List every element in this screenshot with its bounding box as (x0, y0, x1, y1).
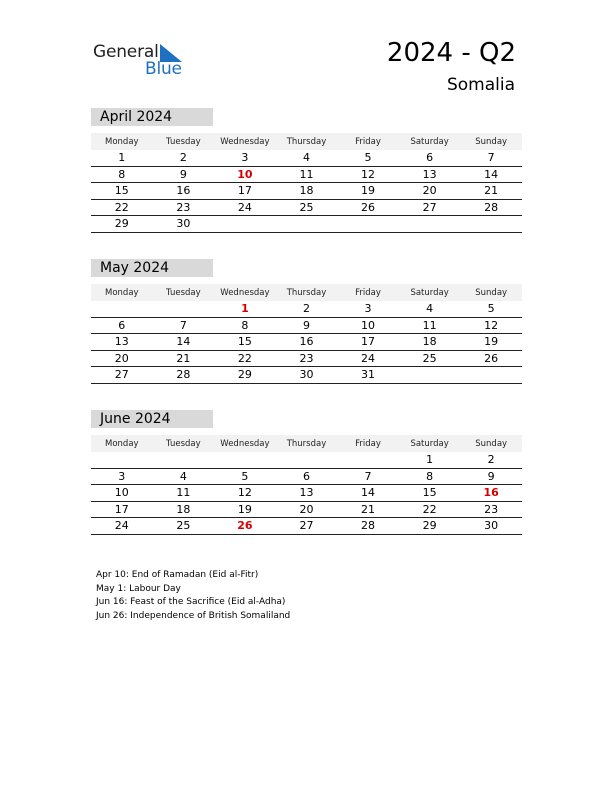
page-title: 2024 - Q2 (386, 38, 516, 68)
day-cell: 13 (422, 167, 437, 181)
day-cell: 24 (114, 519, 129, 533)
day-cell: 18 (299, 184, 314, 198)
weekday-header: Monday (105, 287, 139, 298)
holiday-day-cell: 1 (241, 302, 249, 316)
day-cell: 7 (364, 469, 372, 483)
day-cell: 26 (484, 351, 499, 365)
day-cell: 12 (484, 318, 499, 332)
day-cell: 16 (176, 184, 191, 198)
day-cell: 24 (237, 200, 252, 214)
holiday-day-cell: 10 (237, 167, 253, 181)
day-cell: 20 (299, 502, 314, 516)
week-row (91, 485, 522, 502)
day-cell: 12 (237, 486, 252, 500)
day-cell: 20 (114, 351, 129, 365)
day-cell: 24 (361, 351, 376, 365)
week-row (91, 150, 522, 167)
day-cell: 23 (484, 502, 499, 516)
day-cell: 18 (176, 502, 191, 516)
day-cell: 21 (361, 502, 376, 516)
day-cell: 25 (176, 519, 191, 533)
day-cell: 15 (237, 335, 252, 349)
month-april (91, 108, 522, 233)
day-cell: 19 (237, 502, 252, 516)
day-cell: 22 (114, 200, 129, 214)
calendar-grid (91, 133, 522, 233)
month-june (91, 410, 522, 535)
day-cell: 6 (118, 318, 126, 332)
day-cell: 30 (484, 519, 499, 533)
holiday-note: Jun 26: Independence of British Somaliland (96, 611, 291, 622)
day-cell: 5 (241, 469, 249, 483)
weekday-header: Wednesday (220, 287, 270, 298)
day-cell: 31 (361, 368, 376, 382)
day-cell: 22 (237, 351, 252, 365)
week-row (91, 351, 522, 368)
calendar-grid (91, 284, 522, 384)
day-cell: 2 (302, 302, 310, 316)
day-cell: 5 (364, 151, 372, 165)
day-cell: 1 (426, 453, 434, 467)
week-row (91, 502, 522, 519)
day-cell: 19 (484, 335, 499, 349)
day-cell: 6 (426, 151, 434, 165)
day-cell: 9 (302, 318, 310, 332)
day-cell: 25 (422, 351, 437, 365)
day-cell: 30 (176, 217, 191, 231)
day-cell: 2 (487, 453, 495, 467)
day-cell: 27 (114, 368, 129, 382)
holiday-notes (96, 569, 290, 624)
day-cell: 22 (422, 502, 437, 516)
day-cell: 25 (299, 200, 314, 214)
day-cell: 8 (118, 167, 126, 181)
brand-logo (93, 40, 193, 80)
weekday-header: Tuesday (166, 438, 201, 449)
weekday-header: Sunday (475, 438, 508, 449)
weekday-header-row (91, 133, 522, 150)
day-cell: 7 (487, 151, 495, 165)
day-cell: 9 (487, 469, 495, 483)
day-cell: 14 (361, 486, 376, 500)
country-name: Somalia (446, 75, 515, 95)
month-label: June 2024 (91, 410, 213, 428)
day-cell: 7 (179, 318, 187, 332)
day-cell: 17 (237, 184, 252, 198)
day-cell: 29 (237, 368, 252, 382)
day-cell: 20 (422, 184, 437, 198)
month-label: May 2024 (91, 259, 213, 277)
day-cell: 27 (299, 519, 314, 533)
day-cell: 21 (484, 184, 499, 198)
weekday-header: Thursday (286, 287, 327, 298)
day-cell: 13 (299, 486, 314, 500)
month-may (91, 259, 522, 384)
week-row (91, 318, 522, 335)
weekday-header: Tuesday (166, 136, 201, 147)
month-label: April 2024 (91, 108, 213, 126)
weekday-header: Monday (105, 438, 139, 449)
day-cell: 29 (114, 217, 129, 231)
day-cell: 11 (299, 167, 314, 181)
weekday-header: Saturday (410, 136, 449, 147)
day-cell: 21 (176, 351, 191, 365)
weekday-header: Friday (355, 136, 381, 147)
week-row (91, 301, 522, 318)
day-cell: 14 (484, 167, 499, 181)
day-cell: 3 (364, 302, 372, 316)
day-cell: 23 (299, 351, 314, 365)
day-cell: 15 (422, 486, 437, 500)
weekday-header: Wednesday (220, 136, 270, 147)
weekday-header: Saturday (410, 438, 449, 449)
day-cell: 8 (426, 469, 434, 483)
day-cell: 3 (241, 151, 249, 165)
holiday-note: Apr 10: End of Ramadan (Eid al-Fitr) (96, 570, 259, 580)
weekday-header: Thursday (286, 438, 327, 449)
day-cell: 19 (361, 184, 376, 198)
day-cell: 12 (361, 167, 376, 181)
weekday-header: Tuesday (166, 287, 201, 298)
week-row (91, 216, 522, 233)
day-cell: 10 (361, 318, 376, 332)
weekday-header: Sunday (475, 136, 508, 147)
day-cell: 14 (176, 335, 191, 349)
day-cell: 5 (487, 302, 495, 316)
weekday-header: Sunday (475, 287, 508, 298)
day-cell: 4 (179, 469, 187, 483)
weekday-header: Friday (355, 438, 381, 449)
day-cell: 30 (299, 368, 314, 382)
day-cell: 17 (114, 502, 129, 516)
day-cell: 17 (361, 335, 376, 349)
day-cell: 10 (114, 486, 129, 500)
day-cell: 2 (179, 151, 187, 165)
week-row (91, 200, 522, 217)
day-cell: 15 (114, 184, 129, 198)
day-cell: 29 (422, 519, 437, 533)
day-cell: 9 (179, 167, 187, 181)
day-cell: 28 (484, 200, 499, 214)
day-cell: 18 (422, 335, 437, 349)
day-cell: 23 (176, 200, 191, 214)
holiday-note: May 1: Labour Day (96, 583, 181, 594)
holiday-day-cell: 16 (483, 486, 499, 500)
week-row (91, 452, 522, 469)
week-row (91, 334, 522, 351)
day-cell: 28 (176, 368, 191, 382)
weekday-header: Saturday (410, 287, 449, 298)
weekday-header-row (91, 284, 522, 301)
logo-word-blue: Blue (145, 59, 182, 79)
day-cell: 4 (302, 151, 310, 165)
day-cell: 4 (426, 302, 434, 316)
day-cell: 3 (118, 469, 126, 483)
holiday-day-cell: 26 (237, 519, 253, 533)
day-cell: 16 (299, 335, 314, 349)
day-cell: 8 (241, 318, 249, 332)
calendar-grid (91, 435, 522, 535)
weekday-header: Thursday (286, 136, 327, 147)
weekday-header-row (91, 435, 522, 452)
weekday-header: Wednesday (220, 438, 270, 449)
day-cell: 1 (118, 151, 126, 165)
weekday-header: Friday (355, 287, 381, 298)
day-cell: 26 (361, 200, 376, 214)
week-row (91, 167, 522, 184)
week-row (91, 518, 522, 535)
week-row (91, 469, 522, 486)
day-cell: 13 (114, 335, 129, 349)
day-cell: 27 (422, 200, 437, 214)
day-cell: 6 (302, 469, 310, 483)
holiday-note: Jun 16: Feast of the Sacrifice (Eid al-Adha) (96, 597, 286, 608)
week-row (91, 367, 522, 384)
weekday-header: Monday (105, 136, 139, 147)
day-cell: 11 (176, 486, 191, 500)
logo-word-general: General (93, 42, 159, 62)
day-cell: 28 (361, 519, 376, 533)
day-cell: 11 (422, 318, 437, 332)
week-row (91, 183, 522, 200)
